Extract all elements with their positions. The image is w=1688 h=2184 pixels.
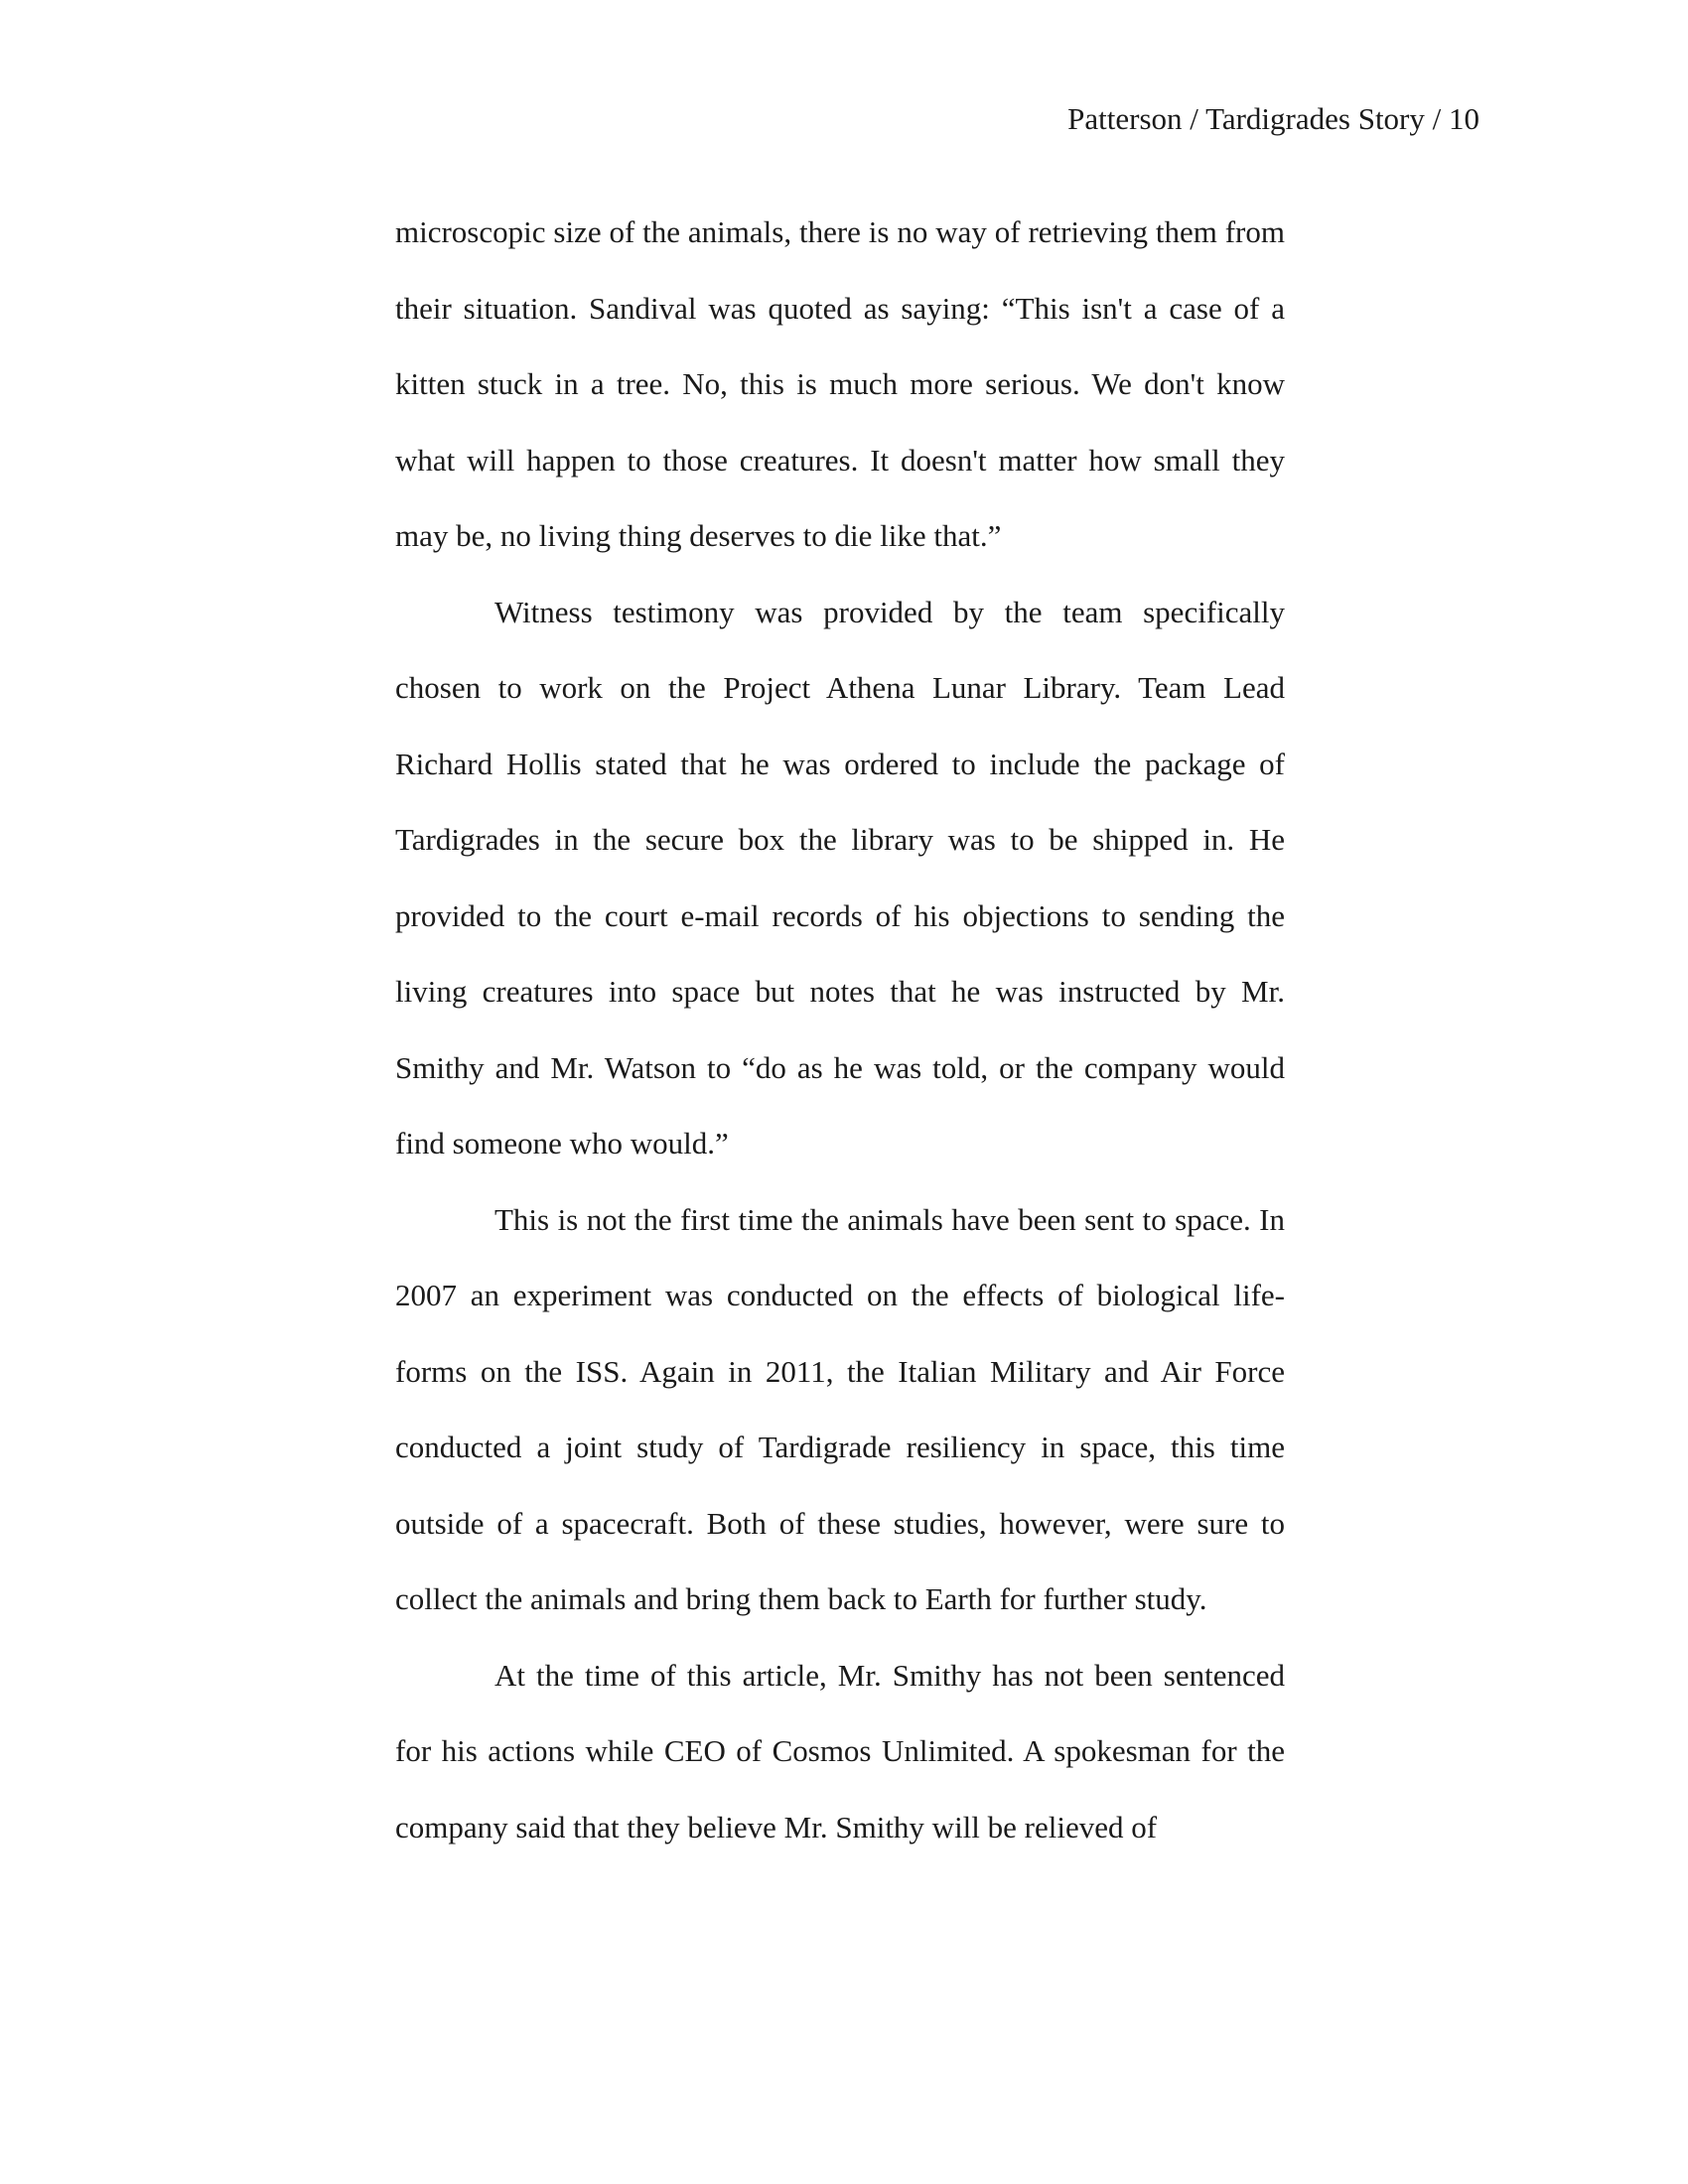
paragraph-previous-missions: This is not the first time the animals have been sent to space. In 2007 an experiment was conducted on the effects of biological life-forms on the ISS. Again in 2011, the Italian Military and Air Force conducted a joint study of Tardigrade resiliency in space, this time outside of a spacecraft. Both of these studies, however, were sure to collect the animals and bring them back to Earth for further study. bbox=[395, 1201, 1285, 1616]
paragraph-sentencing: At the time of this article, Mr. Smithy has not been sentenced for his actions while CEO of Cosmos Unlimited. A spokesman for the company said that they believe Mr. Smithy will be relieved of bbox=[395, 1657, 1285, 1844]
running-head: Patterson / Tardigrades Story / 10 bbox=[1067, 101, 1479, 136]
paragraph-continued: microscopic size of the animals, there is no way of retrieving them from their situation. Sandival was quoted as saying: “This isn't a case of a kitten stuck in a tree. No, this is much more serious. We don't know what will happen to those creatures. It doesn't matter how small they may be, no living thing deserves to die like that.” bbox=[395, 214, 1285, 553]
body-text bbox=[395, 195, 1285, 1865]
paragraph-witness-testimony: Witness testimony was provided by the team specifically chosen to work on the Project Athena Lunar Library. Team Lead Richard Hollis stated that he was ordered to include the package of Tardigrades in the secure box the library was to be shipped in. He provided to the court e-mail records of his objections to sending the living creatures into space but notes that he was instructed by Mr. Smithy and Mr. Watson to “do as he was told, or the company would find someone who would.” bbox=[395, 594, 1285, 1160]
